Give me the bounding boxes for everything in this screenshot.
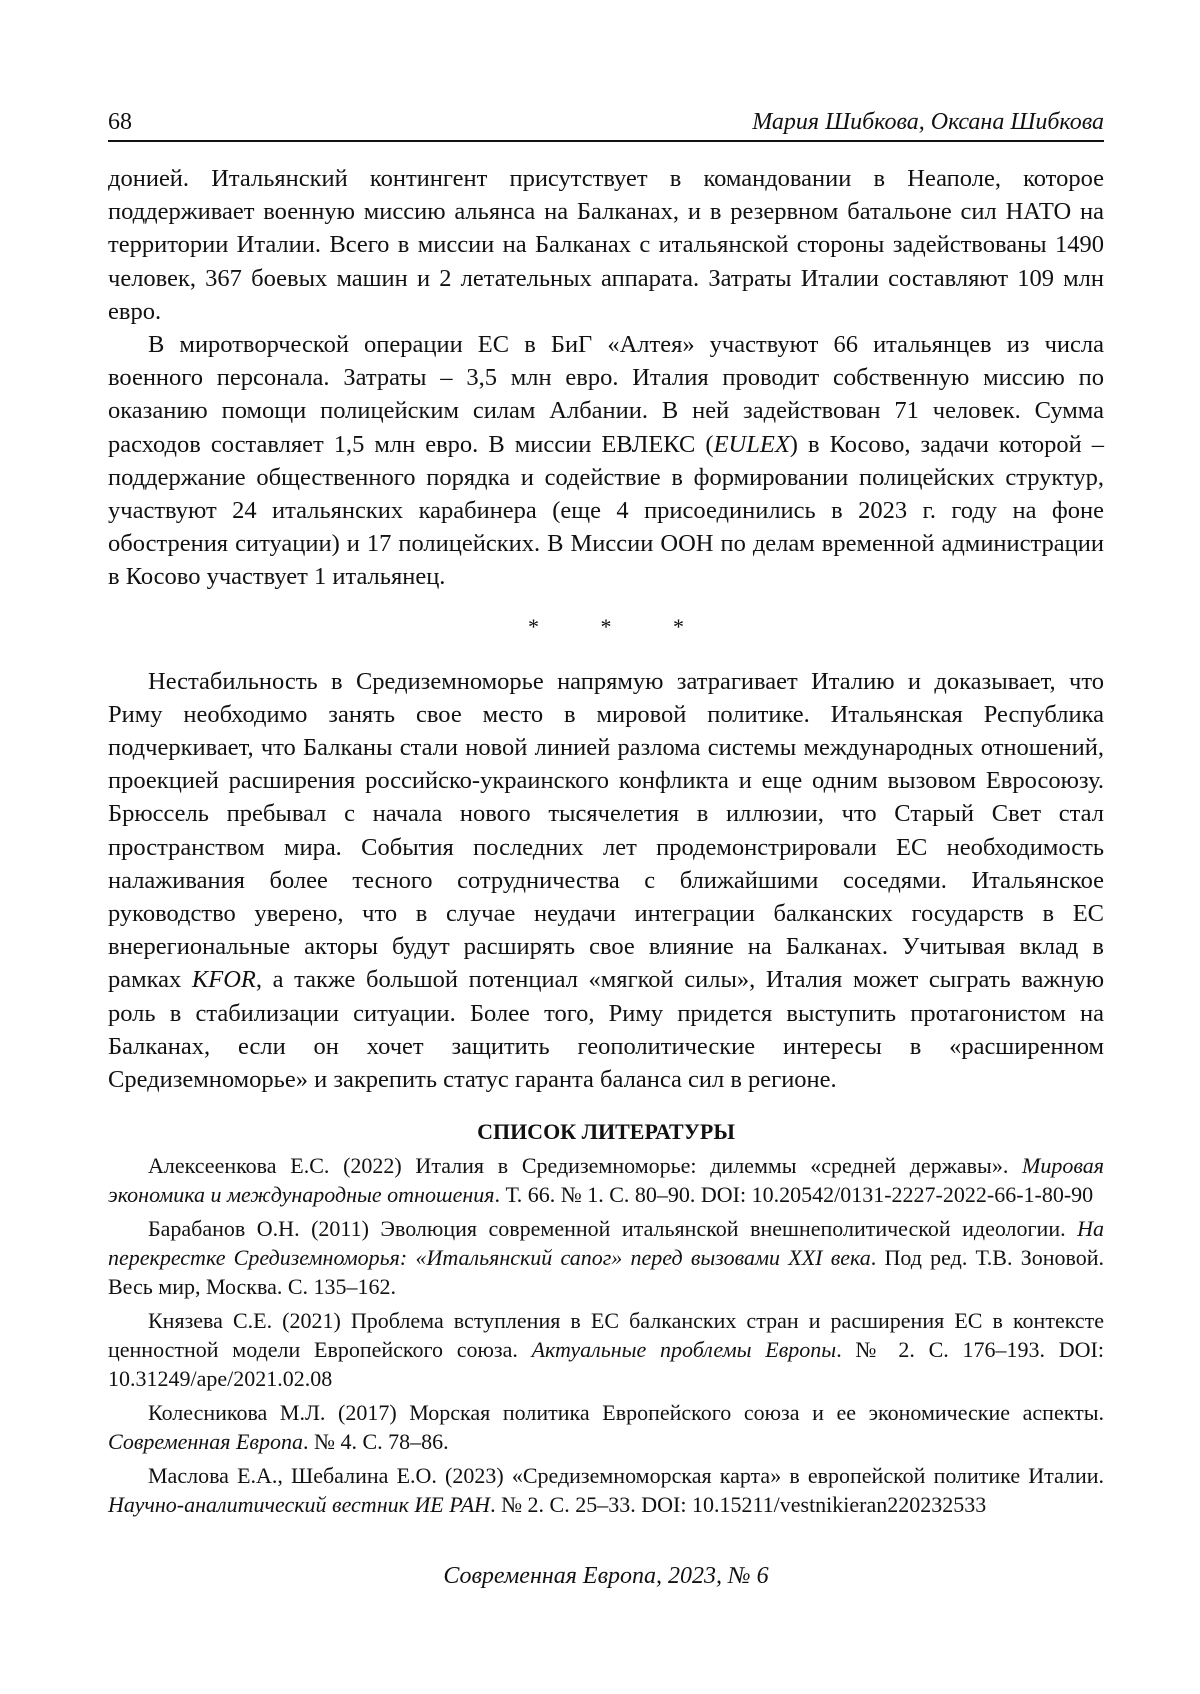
paragraph-missions-part-1: В миротворческой операции ЕС в БиГ «Алтея» участвуют 66 итальянцев из числа военного персонала. Затраты – 3,5 млн евро. Италия проводит собственную миссию по оказанию помощи полицейским силам Албании. В ней задействован 71 человек. Сумма расходов составляет 1,5 млн евро. В миссии ЕВЛЕКС ( <box>108 331 1104 458</box>
reference-authors: Князева С.Е. (2021) Проблема вступления в ЕС балканских стран и расширения ЕС в контексте ценностной модели Европейского союза. <box>108 1308 1104 1363</box>
paragraph-conclusion-part-2: , а также большой потенциал «мягкой силы», Италия может сыграть важную роль в стабилизации ситуации. Более того, Риму придется выступить протагонистом на Балканах, если он хочет защитить геополитические интересы в «расширенном Средиземноморье» и закрепить статус гаранта баланса сил в регионе. <box>108 966 1104 1094</box>
reference-authors: Маслова Е.А., Шебалина Е.О. (2023) «Средиземноморская карта» в европейской политике Италии. <box>148 1463 1104 1489</box>
paragraph-conclusion-part-1: Нестабильность в Средиземноморье напрямую затрагивает Италию и доказывает, что Риму необходимо занять свое место в мировой политике. Итальянская Республика подчеркивает, что Балканы стали новой линией разлома системы международных отношений, проекцией расширения российско-украинского конфликта и еще одним вызовом Евросоюзу. Брюссель пребывал с начала нового тысячелетия в иллюзии, что Старый Свет стал пространством мира. События последних лет продемонстрировали ЕС необходимость налаживания более тесного сотрудничества с ближайшими соседями. Итальянское руководство уверено, что в случае неудачи интеграции балканских государств в ЕС внерегиональные акторы будут расширять свое влияние на Балканах. Учитывая вклад в рамках <box>108 667 1104 994</box>
reference-details: . Под ред. Т.В. Зоновой. Весь мир, Москва. С. 135–162. <box>108 1245 1105 1300</box>
references-list <box>108 1151 1104 1519</box>
journal-page <box>108 0 1104 1694</box>
running-header <box>108 104 1104 142</box>
reference-source: Актуальные проблемы Европы <box>531 1337 837 1363</box>
journal-footer: Современная Европа, 2023, № 6 <box>443 1563 769 1589</box>
reference-authors: Барабанов О.Н. (2011) Эволюция современной итальянской внешнеполитической идеологии. <box>148 1216 1078 1242</box>
paragraph-missions <box>108 328 1104 594</box>
kfor-term: KFOR <box>191 966 256 994</box>
reference-source: Современная Европа <box>108 1429 303 1455</box>
reference-details: . № 2. С. 25–33. DOI: 10.15211/vestnikieran220232533 <box>490 1492 987 1518</box>
reference-item <box>108 1214 1104 1301</box>
section-separator: * * * <box>528 613 712 639</box>
reference-details: . № 4. С. 78–86. <box>302 1429 449 1455</box>
paragraph-continuation: донией. Итальянский контингент присутствует в командовании в Неаполе, которое поддерживает военную миссию альянса на Балканах, и в резервном батальоне сил НАТО на территории Италии. Всего в миссии на Балканах с итальянской стороны задействованы 1490 человек, 367 боевых машин и 2 летательных аппарата. Затраты Италии составляют 109 млн евро. <box>108 165 1104 325</box>
reference-item <box>108 1151 1104 1209</box>
reference-authors: Алексеенкова Е.С. (2022) Италия в Средиземноморье: дилеммы «средней державы». <box>148 1153 1023 1179</box>
references-heading: СПИСОК ЛИТЕРАТУРЫ <box>477 1119 735 1145</box>
paragraph-missions-part-2: ) в Косово, задачи которой – поддержание общественного порядка и содействие в формировании полицейских структур, участвуют 24 итальянских карабинера (еще 4 присоединились в 2023 г. году на фоне обострения ситуации) и 17 полицейских. В Миссии ООН по делам временной администрации в Косово участвует 1 итальянец. <box>108 430 1104 591</box>
reference-item <box>108 1398 1104 1456</box>
reference-source: На перекрестке Средиземноморья: «Итальянский сапог» перед вызовами XXI века <box>108 1216 1104 1271</box>
page-number: 68 <box>108 109 132 135</box>
reference-source: Мировая экономика и международные отношения <box>108 1153 1104 1208</box>
reference-item <box>108 1461 1104 1519</box>
reference-details: . № 2. С. 176–193. DOI: 10.31249/ape/2021.02.08 <box>108 1337 1104 1392</box>
article-body <box>108 162 1104 1524</box>
reference-authors: Колесникова М.Л. (2017) Морская политика Европейского союза и ее экономические аспекты. <box>148 1400 1104 1426</box>
eulex-term: EULEX <box>713 430 790 458</box>
header-authors: Мария Шибкова, Оксана Шибкова <box>752 109 1104 135</box>
reference-details: . Т. 66. № 1. С. 80–90. DOI: 10.20542/0131-2227-2022-66-1-80-90 <box>494 1182 1094 1208</box>
paragraph-conclusion <box>108 665 1104 1097</box>
reference-source: Научно-аналитический вестник ИЕ РАН <box>108 1492 491 1518</box>
reference-item <box>108 1306 1104 1393</box>
